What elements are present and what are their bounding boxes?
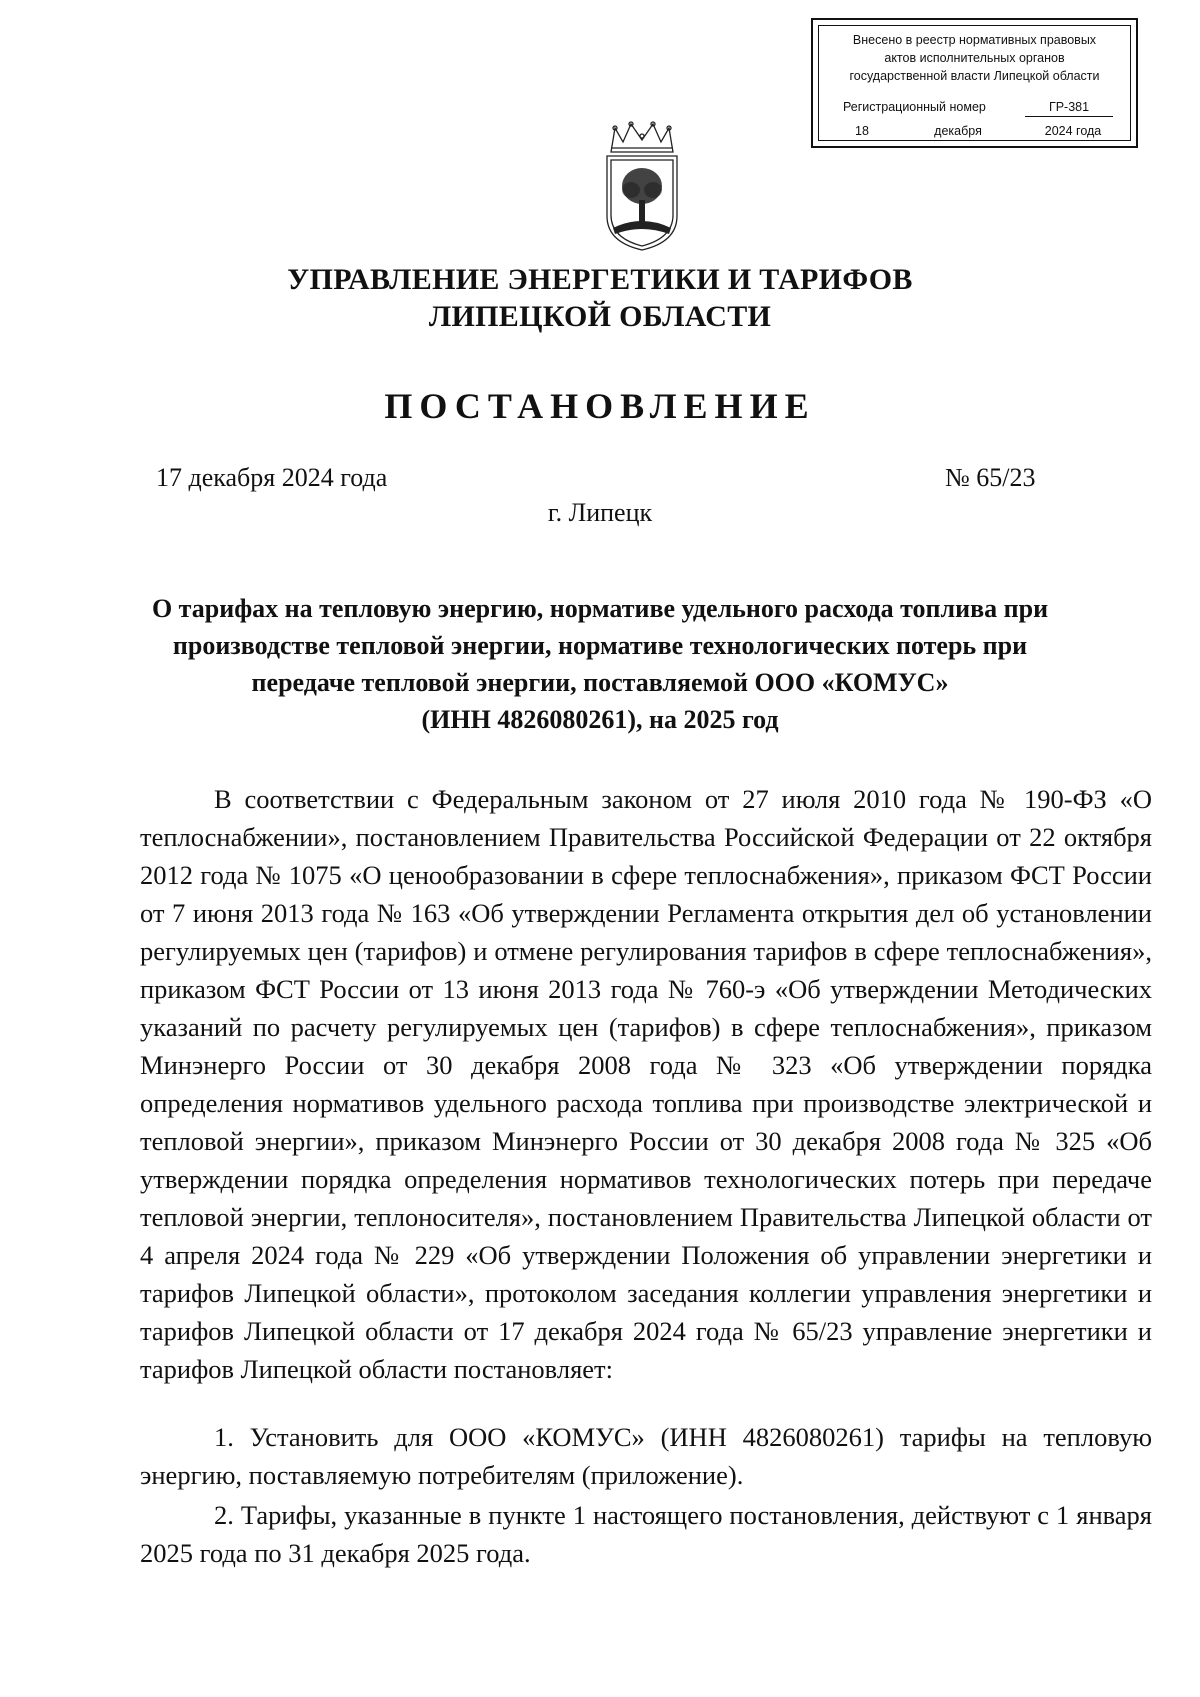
clause-1-paragraph: 1. Установить для ООО «КОМУС» (ИНН 4826080261) тарифы на тепловую энергию, поставляемую потребителям (приложение). [140, 1422, 1152, 1490]
coat-of-arms-emblem [601, 120, 683, 252]
clause-2-paragraph: 2. Тарифы, указанные в пункте 1 настоящего постановления, действуют с 1 января 2025 года по 31 декабря 2025 года. [140, 1500, 1152, 1568]
organization-name-line-2: ЛИПЕЦКОЙ ОБЛАСТИ [428, 300, 772, 333]
stamp-reg-label: Регистрационный номер [843, 100, 986, 114]
organization-name-line-1: УПРАВЛЕНИЕ ЭНЕРГЕТИКИ И ТАРИФОВ [287, 263, 913, 296]
document-city: г. Липецк [547, 498, 653, 527]
stamp-line-1: Внесено в реестр нормативных правовых [852, 33, 1097, 47]
stamp-year: 2024 года [1023, 123, 1123, 141]
document-date: 17 декабря 2024 года [156, 463, 388, 492]
document-type-title: ПОСТАНОВЛЕНИЕ [384, 386, 816, 426]
stamp-reg-number: ГР-381 [1025, 99, 1113, 117]
stamp-registration-row [813, 99, 1136, 117]
heading-line-2: производстве тепловой энергии, нормативе технологических потерь при [172, 631, 1028, 660]
heading-line-1: О тарифах на тепловую энергию, нормативе удельного расхода топлива при [151, 594, 1049, 623]
stamp-month: декабря [908, 123, 1008, 141]
document-number: № 65/23 [945, 463, 1036, 492]
stamp-date-row [813, 123, 1136, 141]
heading-line-4: (ИНН 4826080261), на 2025 год [421, 705, 779, 734]
document-heading [140, 590, 1060, 738]
preamble-paragraph: В соответствии с Федеральным законом от 27 июля 2010 года № 190-ФЗ «О теплоснабжении», постановлением Правительства Российской Федерации от 22 октября 2012 года № 1075 «О ценообразовании в сфере теплоснабжения», приказом ФСТ России от 7 июня 2013 года № 163 «Об утверждении Регламента открытия дел об установлении регулируемых цен (тарифов) и отмене регулирования тарифов в сфере теплоснабжения», приказом ФСТ России от 13 июня 2013 года № 760-э «Об утверждении Методических указаний по расчету регулируемых цен (тарифов) в сфере теплоснабжения», приказом Минэнерго России от 30 декабря 2008 года № 323 «Об утверждении порядка определения нормативов удельного расхода топлива при производстве электрической и тепловой энергии», приказом Минэнерго России от 30 декабря 2008 года № 325 «Об утверждении порядка определения нормативов технологических потерь при передаче тепловой энергии, теплоносителя», постановлением Правительства Липецкой области от 4 апреля 2024 года № 229 «Об утверждении Положения об управлении энергетики и тарифов Липецкой области», протоколом заседания коллегии управления энергетики и тарифов Липецкой области от 17 декабря 2024 года № 65/23 управление энергетики и тарифов Липецкой области постановляет: [140, 784, 1152, 1384]
heading-line-3: передаче тепловой энергии, поставляемой ООО «КОМУС» [251, 668, 949, 697]
stamp-day: 18 [831, 123, 893, 141]
stamp-line-3: государственной власти Липецкой области [849, 69, 1100, 83]
stamp-line-2: актов исполнительных органов [884, 51, 1065, 65]
registry-stamp [811, 18, 1138, 148]
